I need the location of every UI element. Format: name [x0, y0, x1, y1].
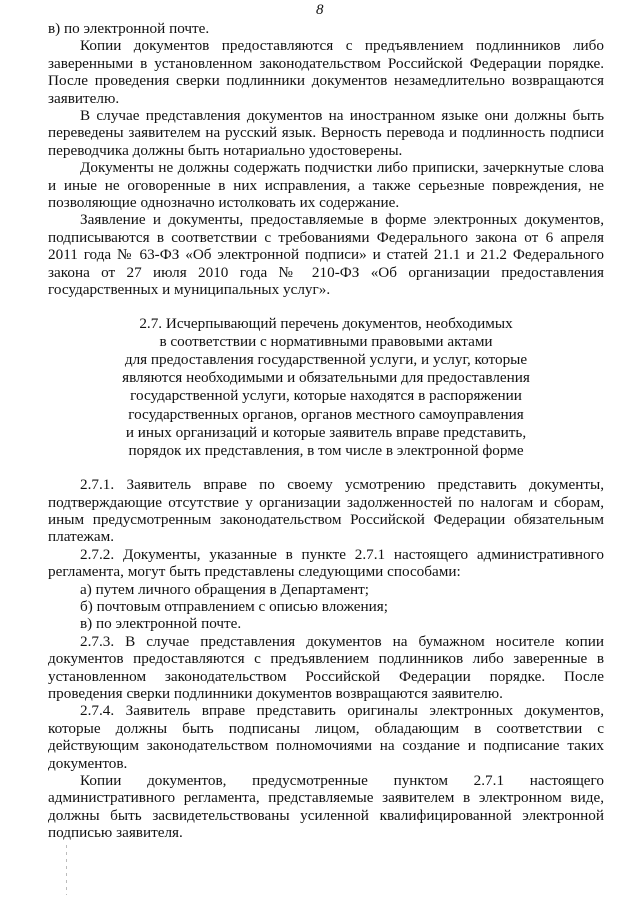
bottom-paragraphs: [48, 476, 604, 842]
para-no-corrections: Документы не должны содержать подчистки либо приписки, зачеркнутые слова и иные не оговоренные в них исправления, а также серьезные повреждения, не позволяющие однозначно истолковать их содержание.: [48, 159, 604, 212]
section-heading-line: государственных органов, органов местного самоуправления: [128, 405, 524, 423]
para-2-7-3: 2.7.3. В случае представления документов на бумажном носителе копии документов предоставляются с предъявлением подлинников либо заверенные в установленном законодательством Российской Федерации порядке. После проведения сверки подлинники документов возвращаются заявителю.: [48, 632, 604, 702]
section-heading-line: для предоставления государственной услуги, и услуг, которые: [124, 350, 528, 368]
para-2-7-4: 2.7.4. Заявитель вправе представить оригиналы электронных документов, которые должны быть подписаны лицом, обладающим в соответствии с действующим законодательством полномочиями на создание и подписание таких документов.: [48, 702, 604, 772]
para-foreign-language: В случае представления документов на иностранном языке они должны быть переведены заявителем на русский язык. Верность перевода и подлинность подписи переводчика должны быть нотариально удостоверены.: [48, 107, 604, 159]
page-number: 8: [316, 2, 324, 18]
top-paragraphs: [48, 20, 604, 299]
para-copies: Копии документов предоставляются с предъявлением подлинников либо заверенными в установленном законодательством Российской Федерации порядке. После проведения сверки подлинники документов незамедлительно возвращаются заявителю.: [48, 37, 604, 107]
section-heading-line: государственной услуги, которые находятся в распоряжении: [130, 387, 522, 405]
list-item-email: в) по электронной почте.: [80, 615, 242, 633]
section-heading-line: и иных организаций и которые заявитель вправе представить,: [125, 423, 527, 441]
list-item-mail: б) почтовым отправлением с описью вложения;: [80, 597, 389, 615]
list-item-personal: а) путем личного обращения в Департамент;: [80, 580, 369, 598]
para-2-7-2: 2.7.2. Документы, указанные в пункте 2.7.1 настоящего административного регламента, могут быть представлены следующими способами:: [48, 545, 604, 581]
para-copies-electronic: Копии документов, предусмотренные пунктом 2.7.1 настоящего административного регламента, представляемые заявителем в электронном виде, должны быть засвидетельствованы усиленной квалифицированной электронной подписью заявителя.: [48, 772, 604, 842]
section-heading-line: в соответствии с нормативными правовыми актами: [159, 332, 493, 350]
section-heading-line: порядок их представления, в том числе в электронной форме: [128, 441, 524, 459]
section-heading-line: являются необходимыми и обязательными для предоставления: [122, 369, 530, 387]
section-heading: [48, 315, 604, 461]
section-heading-line: 2.7. Исчерпывающий перечень документов, необходимых: [139, 314, 513, 332]
para-electronic-form: Заявление и документы, предоставляемые в форме электронных документов, подписываются в соответствии с требованиями Федерального закона от 6 апреля 2011 года № 63-ФЗ «Об электронной подписи» и статей 21.1 и 21.2 Федерального закона от 27 июля 2010 года № 210-ФЗ «Об организации предоставления государственных и муниципальных услуг».: [48, 211, 604, 299]
document-body: [48, 20, 604, 842]
para-2-7-1: 2.7.1. Заявитель вправе по своему усмотрению представить документы, подтверждающие отсутствие у организации задолженностей по налогам и сборам, иным предусмотренным законодательством Российской Федерации обязательным платежам.: [48, 476, 604, 546]
para-email-item: в) по электронной почте.: [48, 20, 210, 37]
scan-edge-mark: [66, 845, 67, 895]
